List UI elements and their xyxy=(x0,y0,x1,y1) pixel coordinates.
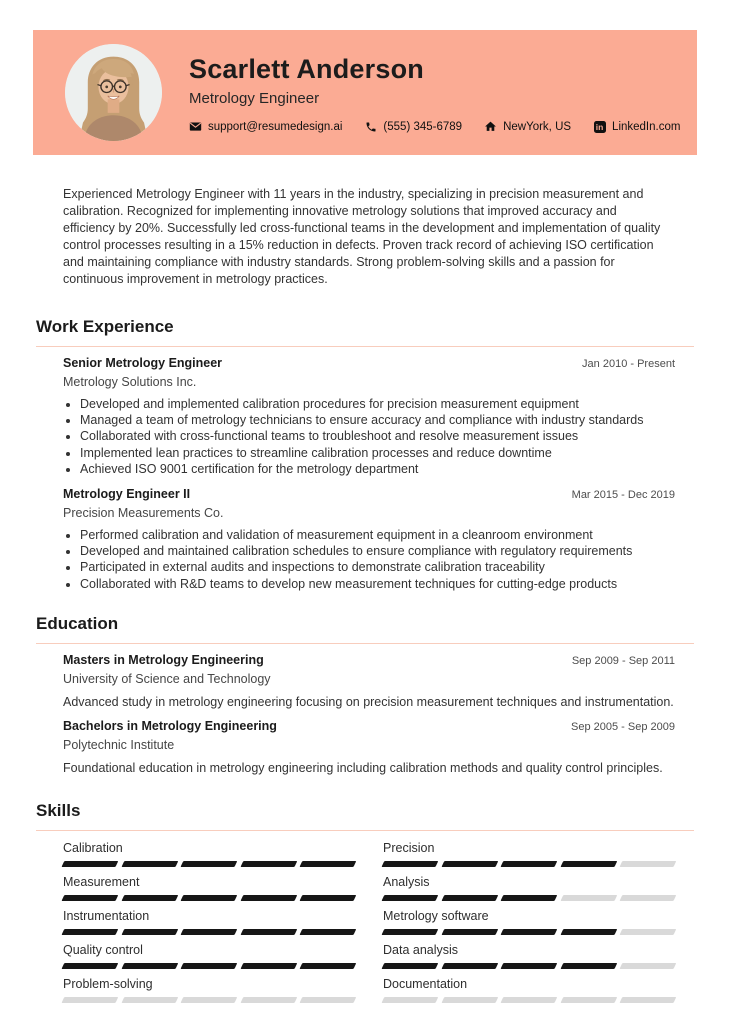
degree-title: Bachelors in Metrology Engineering xyxy=(63,718,277,733)
skill-label: Quality control xyxy=(63,942,143,957)
skill-item xyxy=(383,943,675,977)
skill-level-bar xyxy=(63,929,355,935)
avatar xyxy=(65,44,162,141)
contact-item[interactable] xyxy=(189,120,342,133)
skill-bar-segment xyxy=(441,997,498,1003)
skill-bar-segment xyxy=(62,895,119,901)
skill-bar-segment xyxy=(441,929,498,935)
skill-bar-segment xyxy=(441,861,498,867)
skill-bar-segment xyxy=(560,997,617,1003)
skill-level-bar xyxy=(383,861,675,867)
skill-bar-segment xyxy=(240,997,297,1003)
skill-bar-segment xyxy=(620,895,677,901)
job-company: Metrology Solutions Inc. xyxy=(63,375,197,389)
skill-bar-segment xyxy=(181,963,238,969)
skill-bar-segment xyxy=(382,861,439,867)
skill-bar-segment xyxy=(181,929,238,935)
degree-description: Foundational education in metrology engineering including calibration methods and quality control principles. xyxy=(63,760,663,775)
skill-bar-segment xyxy=(560,861,617,867)
job-bullet: • Developed and maintained calibration schedules to ensure compliance with regulatory requirements xyxy=(80,543,675,559)
contact-item[interactable] xyxy=(364,120,462,133)
skill-label: Problem-solving xyxy=(63,976,153,991)
skill-bar-segment xyxy=(300,997,357,1003)
contact-text: NewYork, US xyxy=(503,120,572,133)
skill-bar-segment xyxy=(121,861,178,867)
contact-text: support@resumedesign.ai xyxy=(208,120,343,133)
skill-bar-segment xyxy=(181,997,238,1003)
skill-item xyxy=(383,841,675,875)
job-title: Metrology Engineer II xyxy=(63,487,191,502)
job-title: Senior Metrology Engineer xyxy=(63,356,223,370)
skill-level-bar xyxy=(63,963,355,969)
contact-item[interactable] xyxy=(593,120,680,133)
skill-label: Measurement xyxy=(63,874,140,889)
education-heading: Education xyxy=(36,614,694,644)
skill-label: Data analysis xyxy=(383,942,459,957)
skill-item xyxy=(383,875,675,909)
skill-item xyxy=(383,909,675,943)
degree-entry xyxy=(63,653,675,711)
job-bullet: • Managed a team of metrology technicians to ensure accuracy and compliance with industry standards xyxy=(80,412,675,428)
profile-photo xyxy=(65,44,162,141)
job-entry xyxy=(63,487,675,592)
skill-bar-segment xyxy=(240,861,297,867)
skill-bar-segment xyxy=(300,963,357,969)
job-entry xyxy=(63,356,675,477)
contact-text: LinkedIn.com xyxy=(612,120,681,133)
degree-school: Polytechnic Institute xyxy=(63,737,175,752)
skill-bar-segment xyxy=(620,929,677,935)
skill-bar-segment xyxy=(382,963,439,969)
job-bullet: • Developed and implemented calibration procedures for precision measurement equipment xyxy=(80,396,675,412)
skill-bar-segment xyxy=(62,861,119,867)
skill-bar-segment xyxy=(300,929,357,935)
job-bullet: • Performed calibration and validation of measurement equipment in a cleanroom environment xyxy=(80,527,675,543)
skill-bar-segment xyxy=(121,895,178,901)
skill-bar-segment xyxy=(560,963,617,969)
skill-bar-segment xyxy=(441,895,498,901)
job-bullet: • Implemented lean practices to streamline calibration processes and reduce downtime xyxy=(80,445,675,461)
degree-dates: Sep 2005 - Sep 2009 xyxy=(571,720,675,733)
skill-item xyxy=(63,875,355,909)
skill-bar-segment xyxy=(620,963,677,969)
degree-entry xyxy=(63,719,675,777)
job-company: Precision Measurements Co. xyxy=(63,506,224,521)
education-section xyxy=(36,614,694,777)
skill-bar-segment xyxy=(121,963,178,969)
skill-bar-segment xyxy=(181,895,238,901)
degree-entry-head xyxy=(63,719,675,734)
skill-item xyxy=(383,977,675,1011)
person-job-title: Metrology Engineer xyxy=(189,90,320,108)
job-bullet-list xyxy=(63,527,675,592)
skill-bar-segment xyxy=(501,895,558,901)
skill-bar-segment xyxy=(240,929,297,935)
skill-label: Documentation xyxy=(383,976,468,991)
skill-bar-segment xyxy=(240,895,297,901)
header-banner xyxy=(33,30,697,155)
skill-bar-segment xyxy=(382,929,439,935)
contact-list xyxy=(189,120,680,133)
skills-heading: Skills xyxy=(36,801,694,831)
skill-level-bar xyxy=(383,963,675,969)
contact-text: (555) 345-6789 xyxy=(383,120,463,133)
skill-bar-segment xyxy=(62,963,119,969)
skill-bar-segment xyxy=(560,895,617,901)
identity-block xyxy=(189,52,680,133)
job-entry-head xyxy=(63,487,675,502)
degree-description: Advanced study in metrology engineering focusing on precision measurement techniques and instrumentation. xyxy=(63,694,674,709)
skill-label: Precision xyxy=(383,840,435,855)
skills-section xyxy=(36,801,694,1011)
job-dates: Mar 2015 - Dec 2019 xyxy=(571,489,675,502)
skill-level-bar xyxy=(63,861,355,867)
skill-bar-segment xyxy=(501,963,558,969)
degree-list xyxy=(63,653,675,777)
skill-bar-segment xyxy=(240,963,297,969)
email-icon xyxy=(189,120,202,133)
skill-level-bar xyxy=(63,997,355,1003)
skills-grid xyxy=(63,841,694,1011)
skill-item xyxy=(63,909,355,943)
skill-bar-segment xyxy=(121,929,178,935)
job-bullet-list xyxy=(63,396,675,477)
skill-item xyxy=(63,841,355,875)
skill-item xyxy=(63,977,355,1011)
job-bullet: • Collaborated with R&D teams to develop new measurement techniques for cutting-edge products xyxy=(80,576,675,592)
person-name: Scarlett Anderson xyxy=(189,53,424,84)
skill-label: Instrumentation xyxy=(63,908,150,923)
skill-bar-segment xyxy=(62,929,119,935)
phone-icon xyxy=(364,120,377,133)
degree-dates: Sep 2009 - Sep 2011 xyxy=(571,654,675,667)
linkedin-icon: in xyxy=(593,120,606,133)
skill-level-bar xyxy=(383,929,675,935)
skill-item xyxy=(63,943,355,977)
contact-item[interactable] xyxy=(484,120,571,133)
job-bullet: • Participated in external audits and inspections to demonstrate calibration traceability xyxy=(80,559,675,575)
skill-bar-segment xyxy=(121,997,178,1003)
job-bullet: • Collaborated with cross-functional teams to troubleshoot and resolve measurement issues xyxy=(80,428,675,444)
skill-bar-segment xyxy=(62,997,119,1003)
skill-bar-segment xyxy=(382,895,439,901)
skill-bar-segment xyxy=(300,895,357,901)
skill-bar-segment xyxy=(501,997,558,1003)
skill-bar-segment xyxy=(181,861,238,867)
skill-level-bar xyxy=(63,895,355,901)
skill-level-bar xyxy=(383,895,675,901)
degree-school: University of Science and Technology xyxy=(63,671,271,686)
skill-bar-segment xyxy=(620,861,677,867)
work-experience-section xyxy=(36,317,694,592)
skill-level-bar xyxy=(383,997,675,1003)
job-bullet: • Achieved ISO 9001 certification for the metrology department xyxy=(80,461,675,477)
skill-bar-segment xyxy=(501,929,558,935)
summary-paragraph: Experienced Metrology Engineer with 11 years in the industry, specializing in precision measurement and calibration. Recognized for implementing innovative metrology solutions that improved accuracy and efficiency by 20%. Successfully led cross-functional teams in the development and implementation of quality control processes resulting in a 15% reduction in defects. Proven track record of achieving ISO certification and maintaining compliance with industry standards. Strong problem-solving skills and a passion for continuous improvement in metrology practices. xyxy=(63,187,661,286)
skill-label: Metrology software xyxy=(383,908,489,923)
skill-label: Calibration xyxy=(63,840,123,855)
job-entry-head xyxy=(63,356,675,371)
skill-bar-segment xyxy=(560,929,617,935)
skill-bar-segment xyxy=(501,861,558,867)
home-icon xyxy=(484,120,497,133)
degree-title: Masters in Metrology Engineering xyxy=(63,652,264,667)
skill-label: Analysis xyxy=(383,874,430,889)
skill-bar-segment xyxy=(620,997,677,1003)
degree-entry-head xyxy=(63,653,675,668)
skill-bar-segment xyxy=(382,997,439,1003)
work-experience-heading: Work Experience xyxy=(36,317,694,347)
skill-bar-segment xyxy=(300,861,357,867)
skill-bar-segment xyxy=(441,963,498,969)
job-dates: Jan 2010 - Present xyxy=(582,358,675,370)
job-list xyxy=(63,356,675,592)
